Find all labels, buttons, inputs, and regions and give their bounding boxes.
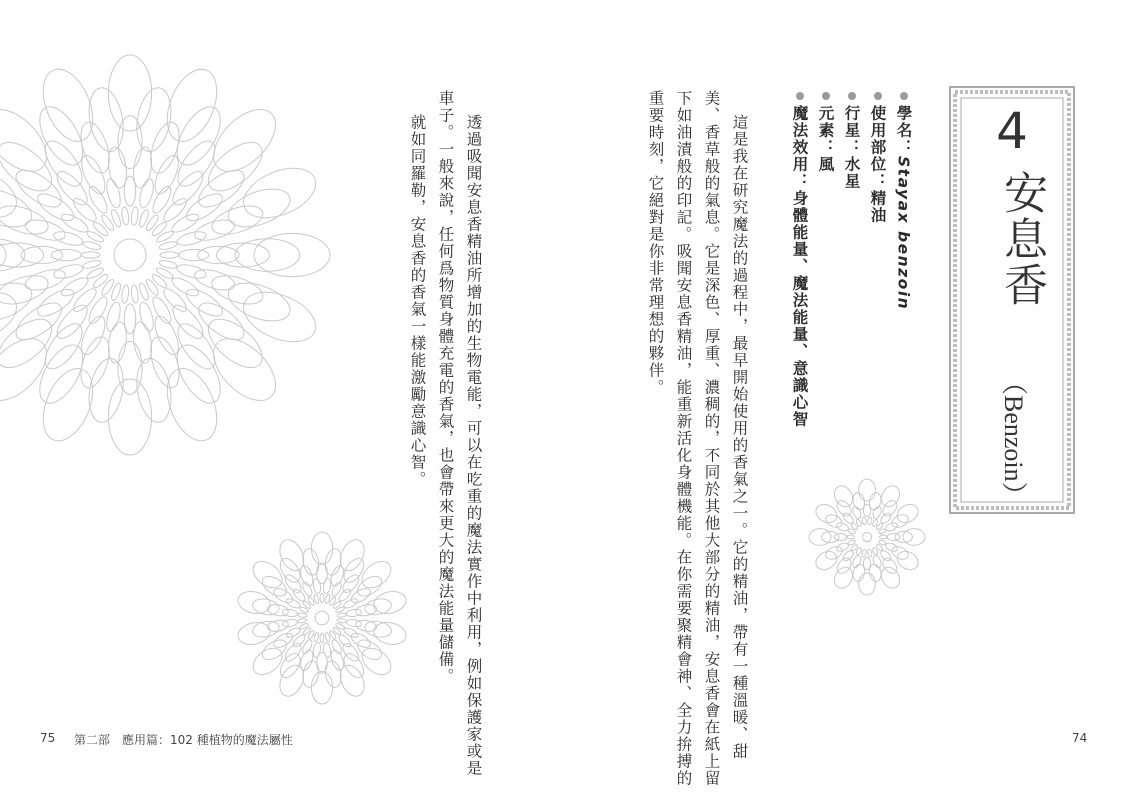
right-page-number: 74 [1072,731,1088,745]
mandala-petal [198,246,239,263]
meta-label: 元素： [816,105,835,156]
mandala-petal [346,608,362,617]
entry-title-english: （Benzoin） [999,369,1028,508]
mandala-petal [176,262,208,281]
mandala-petal [851,554,862,568]
mandala-petal [118,341,142,394]
bullet-icon [874,92,882,100]
body-paragraph-line: 重要時刻，它絕對是你非常理想的夥伴。 [646,90,665,396]
mandala-petal [82,252,100,258]
mandala-petal [878,564,903,591]
mandala-petal [311,671,332,704]
mandala-petal [297,613,307,618]
mandala-petal [312,578,321,594]
mandala-petal [150,220,168,237]
meta-scientific-name [895,92,911,310]
mandala-petal [302,627,312,636]
mandala-petal [342,597,359,610]
mandala-petal [0,270,52,309]
mandala-petal [176,229,208,248]
mandala-petal [859,573,876,595]
mandala-petal [208,270,266,309]
right-mandala-petals [809,479,925,595]
meta-value: 水星 [842,156,861,190]
large-mandala-petals [0,55,330,455]
meta-value: 精油 [868,190,887,224]
mandala-petal [878,483,903,510]
mandala-petal [138,282,151,302]
mandala-petal [332,627,342,636]
mandala-petal [859,479,876,501]
mandala-petal [299,606,309,613]
meta-value: 風 [816,156,835,173]
mandala-petal [0,200,52,239]
body-paragraph-line: 這是我在研究魔法的過程中，最早開始使用的香氣之一。它的精油，帶有一種溫暖、甜 [730,114,749,760]
mandala-petal [335,623,345,630]
mandala-petal [813,501,840,526]
mandala-petal [92,220,110,237]
mandala-petal [329,564,346,587]
mandala-petal [236,159,323,228]
mandala-petal [121,206,130,225]
entry-number: 4 [996,102,1028,160]
mandala-petal [847,535,855,539]
bullet-icon [796,92,804,100]
meta-value: Stayax benzoin [894,156,913,311]
mandala-petal [92,273,110,290]
meta-label: 學名： [894,105,913,156]
mandala-petal [312,642,321,658]
mandala-petal [157,62,226,149]
mandala-petal [346,618,362,627]
mandala-petal [867,549,872,557]
mandala-center [114,239,146,271]
mandala-petal [34,361,103,448]
mandala-petal [100,213,116,232]
bullet-icon [848,92,856,100]
mandala-petal [834,533,846,540]
mandala-petal [863,557,870,569]
mandala-petal [831,483,856,510]
mandala-petal [894,548,921,573]
mandala-petal [70,195,99,224]
mandala-petal [372,620,409,648]
mandala-petal [332,600,342,609]
mandala-petal [138,209,151,229]
mandala-petal [100,278,116,297]
mandala-petal [157,361,226,448]
mandala-petal [831,564,856,591]
mandala-petal [236,589,273,617]
mandala-petal [21,246,62,263]
mandala-petal [282,618,298,627]
meta-label: 使用部位： [868,105,887,190]
right-mandala-ornament [806,476,928,598]
body-paragraph-line: 車子。一般來說，任何爲物質身體充電的香氣，也會帶來更大的魔法能量儲備。 [436,90,455,685]
large-mandala-ornament [0,50,340,470]
mandala-petal [161,286,190,315]
mandala-petal [168,338,228,410]
meta-part-used [869,92,885,224]
bullet-icon [900,92,908,100]
mandala-petal [298,564,315,587]
mandala-petal [168,100,228,172]
mandala-petal [320,633,324,642]
mandala-petal [108,55,151,131]
mandala-petal [235,239,299,272]
meta-label: 行星： [842,105,861,156]
mandala-petal [322,578,331,594]
mandala-petal [118,116,142,169]
mandala-petal [52,262,84,281]
mandala-petal [51,249,81,260]
meta-value: 身體能量、魔法能量、意識心智 [790,190,809,428]
mandala-center [862,532,871,541]
mandala-petal [851,505,862,519]
mandala-petal [337,633,353,649]
left-page-number: 75 [40,731,56,745]
entry-title-chinese: 安息香 [996,170,1047,308]
body-paragraph-line: 透過吸聞安息香精油所增加的生物電能，可以在吃重的魔法實作中利用，例如保護家或是 [464,114,483,777]
mandala-petal [52,229,84,248]
mandala-petal [31,338,91,410]
mandala-petal [299,623,309,630]
mandala-petal [254,233,330,276]
mandala-petal [160,252,178,258]
mandala-petal [161,195,190,224]
mandala-petal [320,593,324,602]
bullet-icon [822,92,830,100]
mandala-petal [200,310,270,376]
mandala-petal [110,282,123,302]
mandala-petal [291,587,307,603]
mandala-petal [0,98,58,182]
mandala-petal [867,517,872,525]
mandala-petal [329,648,346,671]
mandala-center [315,611,329,625]
small-mandala-petals [236,532,408,704]
mandala-petal [302,600,312,609]
mandala-petal [335,606,345,613]
mandala-petal [322,642,331,658]
mandala-petal [862,517,867,525]
meta-element [817,92,833,173]
mandala-petal [887,533,899,540]
meta-planet [843,92,859,190]
mandala-petal [862,549,867,557]
mandala-petal [130,284,139,303]
mandala-petal [337,618,347,623]
mandala-petal [124,176,135,206]
mandala-petal [297,618,307,623]
mandala-petal [144,213,160,232]
mandala-petal [894,501,921,526]
mandala-petal [337,587,353,603]
mandala-petal [872,554,883,568]
mandala-petal [130,206,139,225]
mandala-petal [200,133,270,199]
mandala-petal [282,608,298,617]
mandala-petal [880,535,888,539]
mandala-petal [813,548,840,573]
mandala-petal [124,304,135,334]
mandala-petal [298,648,315,671]
mandala-petal [236,282,323,351]
body-paragraph-line: 美、香草般的氣息。它是深色、厚重、濃稠的，不同於其他大部分的精油，安息香會在紙上留 [702,90,721,787]
mandala-petal [121,284,130,303]
mandala-petal [144,278,160,297]
mandala-petal [236,620,273,648]
mandala-petal [150,273,168,290]
mandala-petal [31,100,91,172]
body-paragraph-line: 下如油漬般的印記。吸聞安息香精油，能重新活化身體機能。在你需要聚精會神、全力拚搏的 [674,90,693,787]
mandala-petal [872,505,883,519]
mandala-petal [285,597,302,610]
mandala-petal [110,209,123,229]
mandala-petal [311,532,332,565]
meta-magical-uses [791,92,807,428]
mandala-petal [34,62,103,149]
mandala-petal [70,286,99,315]
mandala-petal [108,379,151,455]
mandala-petal [372,589,409,617]
mandala-petal [337,613,347,618]
mandala-petal [208,200,266,239]
entry-title-frame [947,84,1077,516]
mandala-petal [179,249,209,260]
small-mandala-ornament [232,528,412,708]
meta-label: 魔法效用： [790,105,809,190]
left-running-head: 第二部 應用篇：102 種植物的魔法屬性 [74,733,293,747]
mandala-petal [0,327,58,411]
mandala-petal [863,504,870,516]
mandala-petal [291,633,307,649]
mandala-petal [285,626,302,639]
mandala-petal [342,626,359,639]
body-paragraph-line: 就如同羅勒，安息香的香氣一樣能激勵意識心智。 [408,114,427,488]
